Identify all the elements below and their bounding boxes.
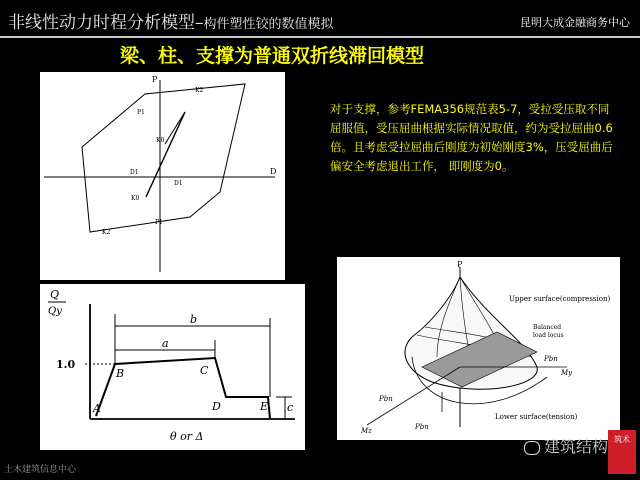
hysteresis-diagram xyxy=(40,72,285,280)
point-b-label: B xyxy=(116,367,125,380)
pbn-label-2: Pbn xyxy=(379,395,393,403)
logo-text: 筑术 xyxy=(614,435,630,444)
point-c-label: C xyxy=(200,364,209,377)
point-e-label: E xyxy=(260,400,269,413)
pbn-label-1: Pbn xyxy=(544,355,558,363)
d1-left-label: D1 xyxy=(130,169,139,176)
wechat-icon xyxy=(524,441,540,455)
header-title-sep: – xyxy=(195,13,204,33)
x-axis-label: θ or Δ xyxy=(170,430,204,443)
footer-text: 土木建筑信息中心 xyxy=(4,465,77,475)
b-label: b xyxy=(190,313,198,326)
a-label: a xyxy=(162,337,169,350)
yield-surface-diagram xyxy=(337,257,620,440)
header-title xyxy=(8,8,334,33)
header-title-sub: 构件塑性铰的数值模拟 xyxy=(203,17,334,32)
point-a-label: A xyxy=(93,402,101,415)
q-label: Q xyxy=(50,288,60,301)
p-axis-label: P xyxy=(152,75,158,84)
header-divider xyxy=(0,36,640,38)
lower-surface-label: Lower surface(tension) xyxy=(495,413,578,421)
yield-level-label: 1.0 xyxy=(56,358,76,371)
slide-title: 梁、柱、支撑为普通双折线滞回模型 xyxy=(120,45,425,67)
load-locus-label: load locus xyxy=(533,332,564,339)
watermark-text xyxy=(524,434,608,457)
k2-top-label: K2 xyxy=(195,87,204,94)
d1-right-label: D1 xyxy=(174,180,183,187)
k2-bottom-label: K2 xyxy=(102,229,111,236)
k0-top-label: K0 xyxy=(156,137,165,144)
d-axis-label: D xyxy=(270,167,277,176)
point-d-label: D xyxy=(212,400,221,413)
description-text: 对于支撑，参考FEMA356规范表5-7，受拉受压取不同屈服值，受压屈曲根据实际情况取值，约为受拉屈曲0.6倍。且考虑受拉屈曲后刚度为初始刚度3%，压受屈曲后偏安全考虑退出工作， 即刚度为0。 xyxy=(330,102,613,173)
p1-bottom-label: P1 xyxy=(155,219,163,226)
qy-label: Qy xyxy=(48,306,62,317)
pbn-label-3: Pbn xyxy=(415,423,429,431)
p1-top-label: P1 xyxy=(137,109,145,116)
k0-bottom-label: K0 xyxy=(131,195,140,202)
header-org: 昆明大成金融商务中心 xyxy=(520,16,630,29)
watermark-logo xyxy=(608,430,636,474)
backbone-curve-diagram xyxy=(40,284,305,450)
mz-label: Mz xyxy=(361,427,372,435)
balanced-label: Balanced xyxy=(533,324,562,331)
watermark-label: 建筑结构 xyxy=(543,437,608,456)
c-label: c xyxy=(287,401,294,414)
surface-p-label: P xyxy=(457,260,463,269)
header-title-main: 非线性动力时程分析模型 xyxy=(8,13,195,33)
upper-surface-label: Upper surface(compression) xyxy=(509,295,611,303)
my-label: My xyxy=(561,369,573,377)
